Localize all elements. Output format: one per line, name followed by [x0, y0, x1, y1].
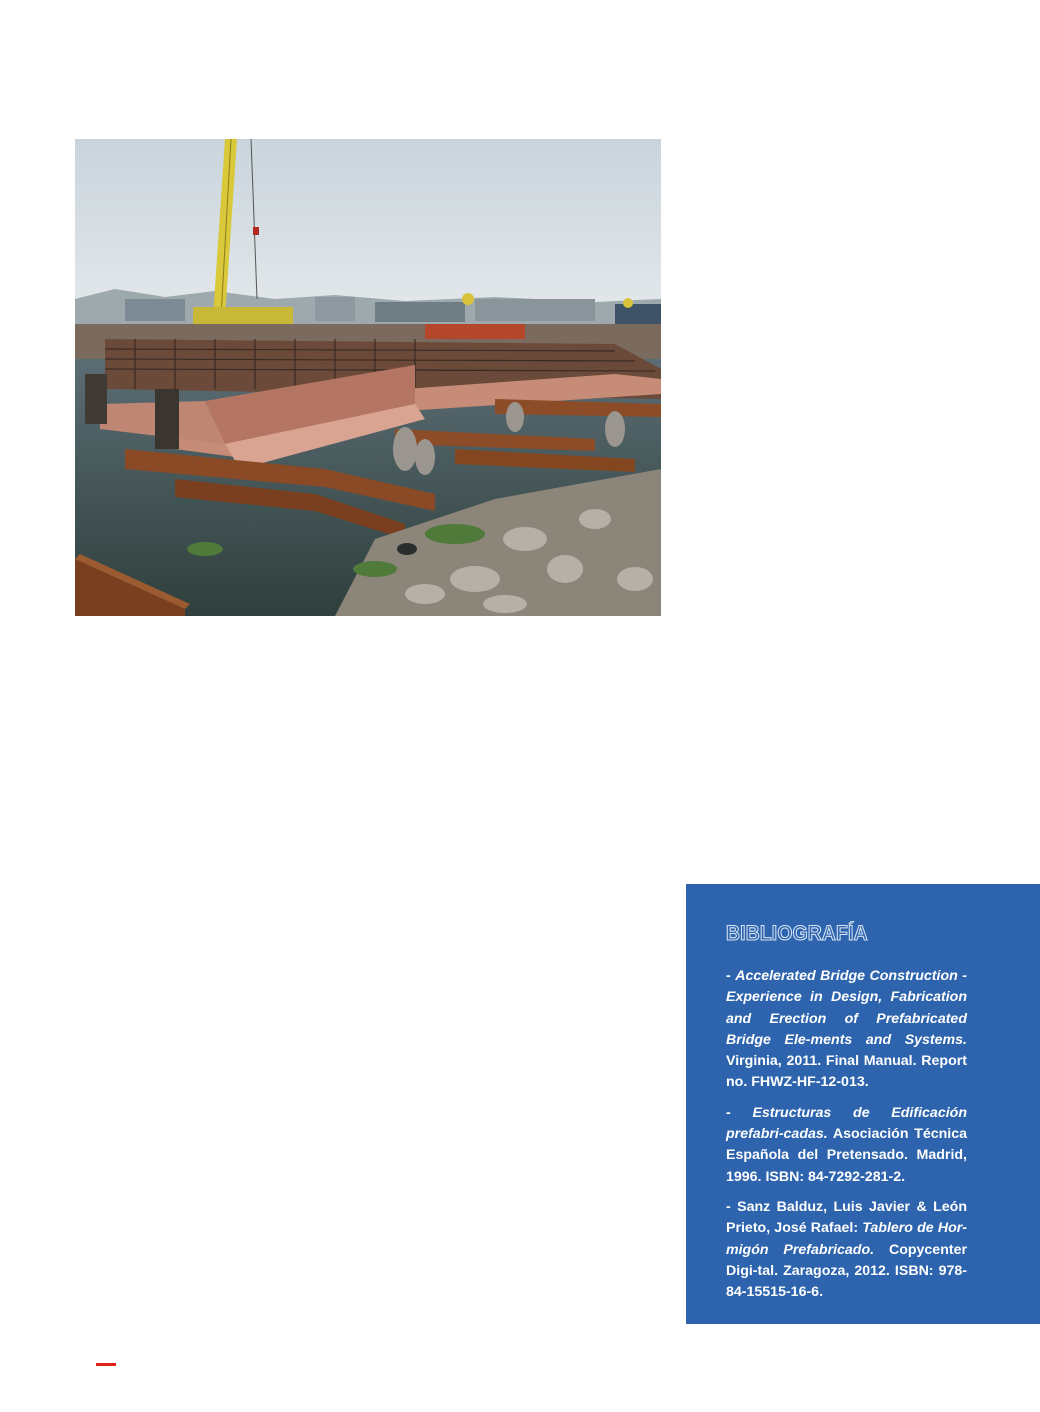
entry-title: Accelerated Bridge Construction - Experience in Design, Fabrication and Erection of Prefabricated Bridge Ele-ments and Systems. [726, 968, 967, 1048]
entry-prefix: - [726, 1104, 753, 1121]
bibliography-entry [726, 966, 967, 1094]
entry-details: Asociación Técnica Española del Pretensado. Madrid, 1996. ISBN: 84-7292-281-2. [726, 1126, 967, 1185]
bridge-construction-photo [75, 139, 661, 616]
bibliography-title: BIBLIOGRAFÍA [726, 922, 868, 945]
entry-details: Virginia, 2011. Final Manual. Report no. FHWZ-HF-12-013. [726, 1053, 967, 1091]
page-accent-mark [96, 1363, 116, 1366]
entry-title: Estructuras de Edificación prefabri-cadas. [726, 1104, 967, 1143]
bibliography-box [686, 884, 1040, 1324]
bibliography-entry [726, 1103, 967, 1188]
bibliography-entry [726, 1197, 967, 1303]
entry-prefix: - [726, 968, 736, 984]
entry-prefix: - Sanz Balduz, Luis Javier & León Prieto, José Rafael: [726, 1198, 967, 1237]
entry-details: Copycenter Digi-tal. Zaragoza, 2012. ISBN: 978-84-15515-16-6. [726, 1241, 968, 1301]
entry-title: Tablero de Hor-migón Prefabricado. [726, 1220, 967, 1258]
